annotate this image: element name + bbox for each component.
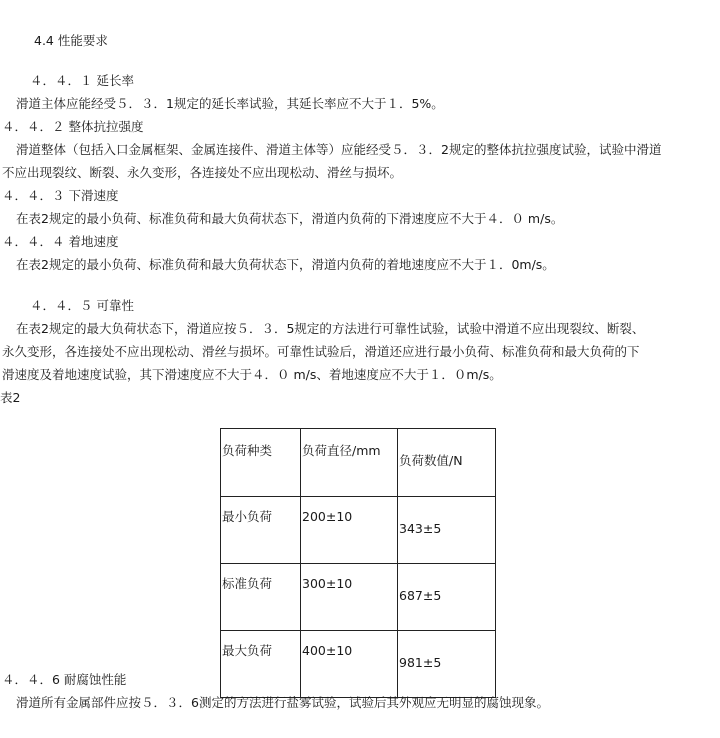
table-row — [221, 564, 496, 631]
section-4-4-5-heading: ４．４．５ 可靠性 — [30, 298, 134, 313]
cell-load-value: 981±5 — [398, 631, 496, 698]
section-4-4-3-heading: ４．４．３ 下滑速度 — [2, 188, 119, 203]
cell-load-diameter: 300±10 — [301, 564, 398, 631]
table-row — [221, 497, 496, 564]
cell-load-type: 最大负荷 — [221, 631, 301, 698]
header-load-value: 负荷数值/N — [398, 429, 496, 497]
section-4-4-2-body-line-1: 滑道整体（包括入口金属框架、金属连接件、滑道主体等）应能经受５．３．2规定的整体抗拉强度试验，试验中滑道 — [16, 142, 662, 157]
section-4-4-4-heading: ４．４．４ 着地速度 — [2, 234, 119, 249]
section-4-4-5-body-line-3: 滑速度及着地速度试验，其下滑速度应不大于４．０ m/s、着地速度应不大于１．０m/s。 — [2, 367, 502, 382]
cell-load-type: 标准负荷 — [221, 564, 301, 631]
section-4-4-1-heading: ４．４．１ 延长率 — [30, 73, 134, 88]
cell-load-diameter: 200±10 — [301, 497, 398, 564]
section-4-4-3-body: 在表2规定的最小负荷、标准负荷和最大负荷状态下，滑道内负荷的下滑速度应不大于４．０ m/s。 — [16, 211, 564, 226]
section-4-4-4-body: 在表2规定的最小负荷、标准负荷和最大负荷状态下，滑道内负荷的着地速度应不大于１．0m/s。 — [16, 257, 555, 272]
header-load-diameter: 负荷直径/mm — [301, 429, 398, 497]
section-4-4-6-heading: ４．４．6 耐腐蚀性能 — [2, 672, 127, 687]
section-4-4-2-body-line-2: 不应出现裂纹、断裂、永久变形，各连接处不应出现松动、滑丝与损坏。 — [2, 165, 403, 180]
table-2-caption: 表2 — [0, 390, 21, 405]
table-header-row — [221, 429, 496, 497]
table-row — [221, 631, 496, 698]
cell-load-type: 最小负荷 — [221, 497, 301, 564]
section-4-4-6-body: 滑道所有金属部件应按５．３．6测定的方法进行盐雾试验，试验后其外观应无明显的腐蚀现象。 — [16, 695, 549, 710]
section-4-4-2-heading: ４．４．２ 整体抗拉强度 — [2, 119, 144, 134]
section-4-4-heading: 4.4 性能要求 — [34, 33, 108, 48]
cell-load-value: 687±5 — [398, 564, 496, 631]
section-4-4-5-body-line-1: 在表2规定的最大负荷状态下，滑道应按５．３．5规定的方法进行可靠性试验，试验中滑道不应出现裂纹、断裂、 — [16, 321, 645, 336]
cell-load-diameter: 400±10 — [301, 631, 398, 698]
header-load-type: 负荷种类 — [221, 429, 301, 497]
section-4-4-5-body-line-2: 永久变形，各连接处不应出现松动、滑丝与损坏。可靠性试验后，滑道还应进行最小负荷、标准负荷和最大负荷的下 — [2, 344, 640, 359]
cell-load-value: 343±5 — [398, 497, 496, 564]
section-4-4-1-body: 滑道主体应能经受５．３．1规定的延长率试验，其延长率应不大于１．5%。 — [16, 96, 444, 111]
load-table — [220, 428, 496, 698]
